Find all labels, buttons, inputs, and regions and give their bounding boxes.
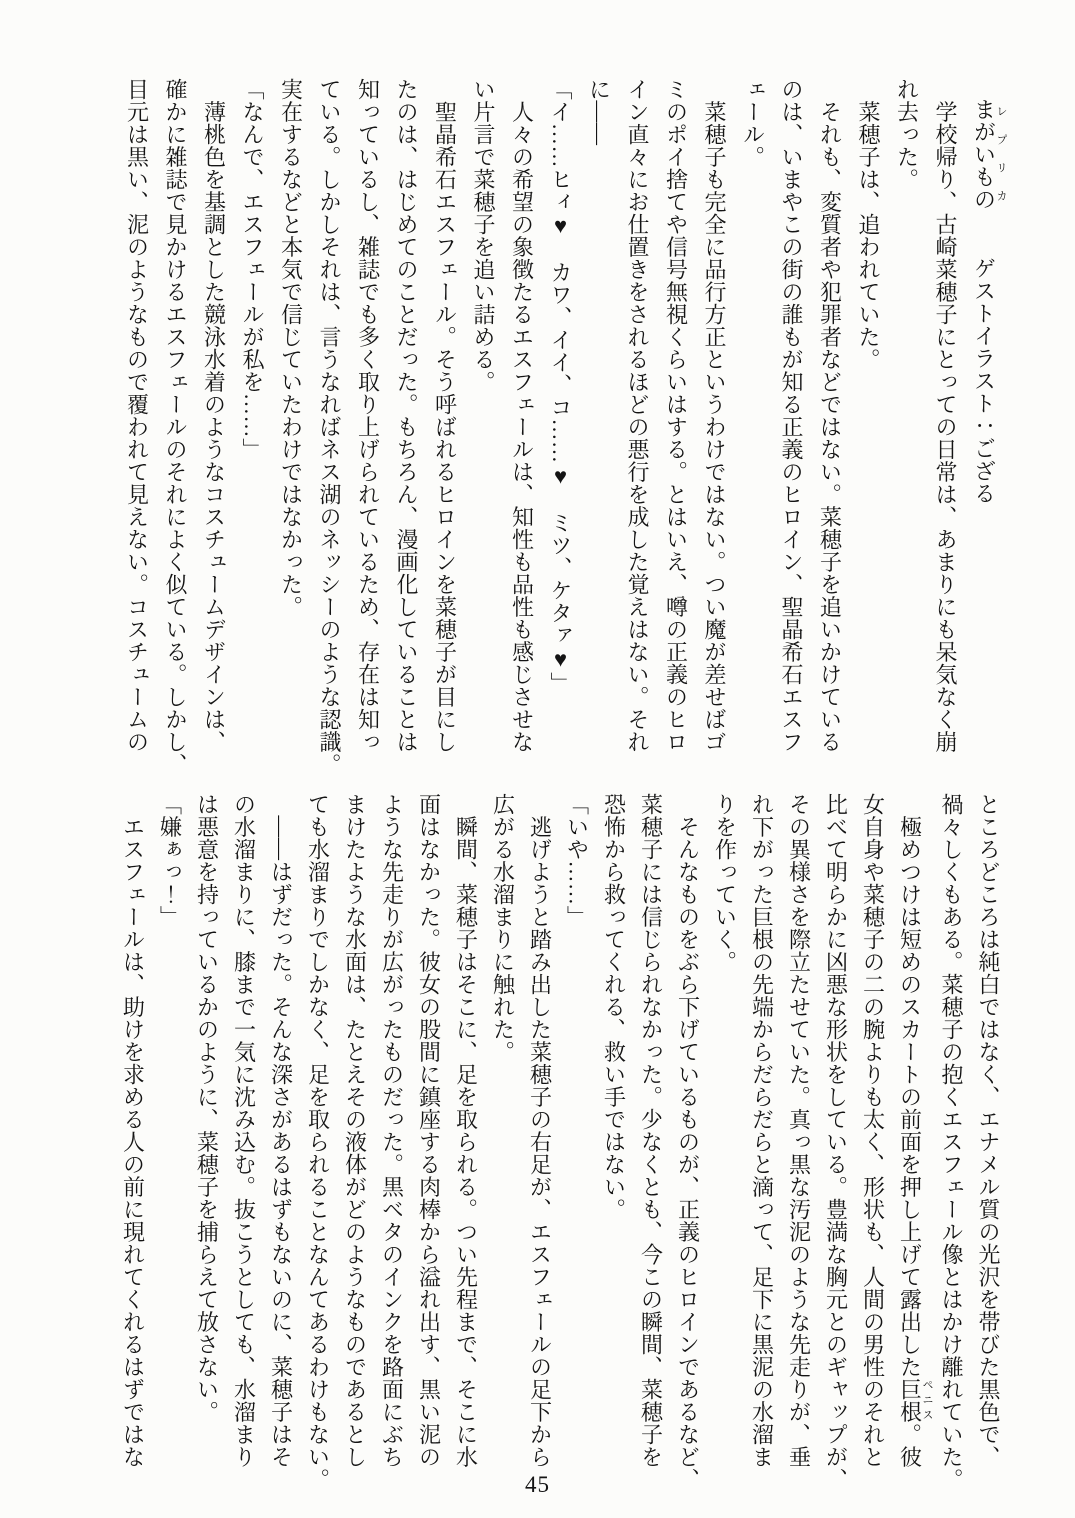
- text-line: それも、変質者や犯罪者などではない。菜穂子を追いかけている: [817, 78, 843, 753]
- section-title: まがいもの: [971, 98, 997, 211]
- text-line: 恐怖から救ってくれる、救い手ではない。: [601, 793, 627, 1221]
- kyokon-ruby-group: [897, 1378, 933, 1423]
- text-line: 確かに雑誌で見かけるエスフェールのそれによく似ている。しかし、: [163, 78, 188, 776]
- text-line: イン直々にお仕置きをされるほどの悪行を成した覚えはない。それ: [625, 78, 650, 753]
- text-line: エスフェールは、助けを求める人の前に現れてくれるはずではな: [120, 793, 146, 1468]
- text-line: ている。しかしそれは、言うなればネス湖のネッシーのような認識。: [317, 78, 342, 776]
- kyokon-base: 巨根: [897, 1378, 923, 1423]
- ruby-line-pre: 極めつけは短めのスカートの前面を押し上げて露出した: [897, 793, 923, 1378]
- text-line: れ去った。: [894, 78, 920, 191]
- text-line: 面はなかった。彼女の股間に鎮座する肉棒から溢れ出す、黒い泥の: [416, 793, 442, 1468]
- text-line-with-ruby: [892, 793, 934, 1469]
- text-line: ても水溜まりでしかなく、足を取られることなんてあるわけもない。: [305, 793, 331, 1491]
- text-line: りを作っていく。: [712, 793, 738, 973]
- title-ruby: レプリカ: [995, 98, 1007, 211]
- guest-illust-credit: ゲストイラスト：ござる: [971, 256, 997, 504]
- text-line: まけたような水面は、たとえその液体がどのようなものであるとし: [342, 793, 368, 1468]
- top-text-block: [117, 78, 1007, 776]
- page-number: 45: [525, 1472, 550, 1497]
- text-line: 禍々しくもある。菜穂子の抱くエスフェール像とはかけ離れていた。: [939, 793, 964, 1491]
- text-line: 薄桃色を基調とした競泳水着のようなコスチュームデザインは、: [201, 78, 227, 753]
- kyokon-ruby: ペニス: [921, 1378, 933, 1423]
- text-line: 聖晶希石エスフェール。そう呼ばれるヒロインを菜穂子が目にし: [432, 78, 458, 753]
- ruby-line-post: 。彼: [897, 1423, 923, 1468]
- text-line: ような先走りが広がったものだった。黒ベタのインクを路面にぶち: [379, 793, 405, 1468]
- text-line: 「なんで、エスフェールが私を……」: [240, 78, 265, 461]
- text-line: 「イ……ヒィ♥ カワ、イイ、コ……♥ ミツ、ケタァ♥」: [548, 78, 573, 695]
- text-line: れ下がった巨根の先端からだらだらと滴って、足下に黒泥の水溜ま: [749, 793, 775, 1468]
- text-line: 「嫌ぁっ！」: [157, 793, 183, 928]
- text-line: 人々の希望の象徴たるエスフェールは、知性も品性も感じさせな: [509, 78, 535, 753]
- text-line: ミのポイ捨てや信号無視くらいはする。とはいえ、噂の正義のヒロ: [663, 78, 689, 753]
- text-line: に――: [586, 78, 612, 146]
- text-line: 菜穂子は、追われていた。: [856, 78, 881, 371]
- text-line: 目元は黒い、泥のようなもので覆われて見えない。コスチュームの: [124, 78, 150, 753]
- text-line: 瞬間、菜穂子はそこに、足を取られる。つい先程まで、そこに水: [453, 793, 479, 1468]
- text-line: 逃げようと踏み出した菜穂子の右足が、エスフェールの足下から: [527, 793, 553, 1468]
- text-line: 学校帰り、古崎菜穂子にとっての日常は、あまりにも呆気なく崩: [933, 78, 958, 753]
- text-line: のは、いまやこの街の誰もが知る正義のヒロイン、聖晶希石エスフ: [779, 78, 804, 753]
- text-line: 知っているし、雑誌でも多く取り上げられているため、存在は知っ: [355, 78, 381, 753]
- text-line: その異様さを際立たせていた。真っ黒な汚泥のような先走りが、垂: [786, 793, 812, 1468]
- text-line: 比べて明らかに凶悪な形状をしている。豊満な胸元とのギャップが、: [823, 793, 849, 1491]
- text-line: ェール。: [740, 78, 766, 168]
- text-line: 広がる水溜まりに触れた。: [490, 793, 516, 1063]
- text-line: ところどころは純白ではなく、エナメル質の光沢を帯びた黒色で、: [976, 793, 1001, 1468]
- text-line: 女自身や菜穂子の二の腕よりも太く、形状も、人間の男性のそれと: [860, 793, 886, 1468]
- text-line: 菜穂子には信じられなかった。少なくとも、今この瞬間、菜穂子を: [638, 793, 664, 1468]
- text-line: 菜穂子も完全に品行方正というわけではない。つい魔が差せばゴ: [702, 78, 727, 753]
- title-ruby-group: [971, 98, 1007, 211]
- text-line: 「いや……」: [564, 793, 590, 928]
- text-line: は悪意を持っているかのように、菜穂子を捕らえて放さない。: [194, 793, 220, 1423]
- text-line: い片言で菜穂子を追い詰める。: [471, 78, 496, 393]
- text-line: そんなものをぶら下げているものが、正義のヒロインであるなど、: [675, 793, 701, 1491]
- text-line: たのは、はじめてのことだった。もちろん、漫画化していることは: [394, 78, 419, 753]
- section-title-line: [964, 78, 1007, 774]
- text-line: ――はずだった。そんな深さがあるはずもないのに、菜穂子はそ: [268, 793, 294, 1468]
- text-line: 実在するなどと本気で信じていたわけではなかった。: [278, 78, 304, 618]
- text-line: の水溜まりに、膝まで一気に沈み込む。抜こうとしても、水溜まり: [231, 793, 257, 1468]
